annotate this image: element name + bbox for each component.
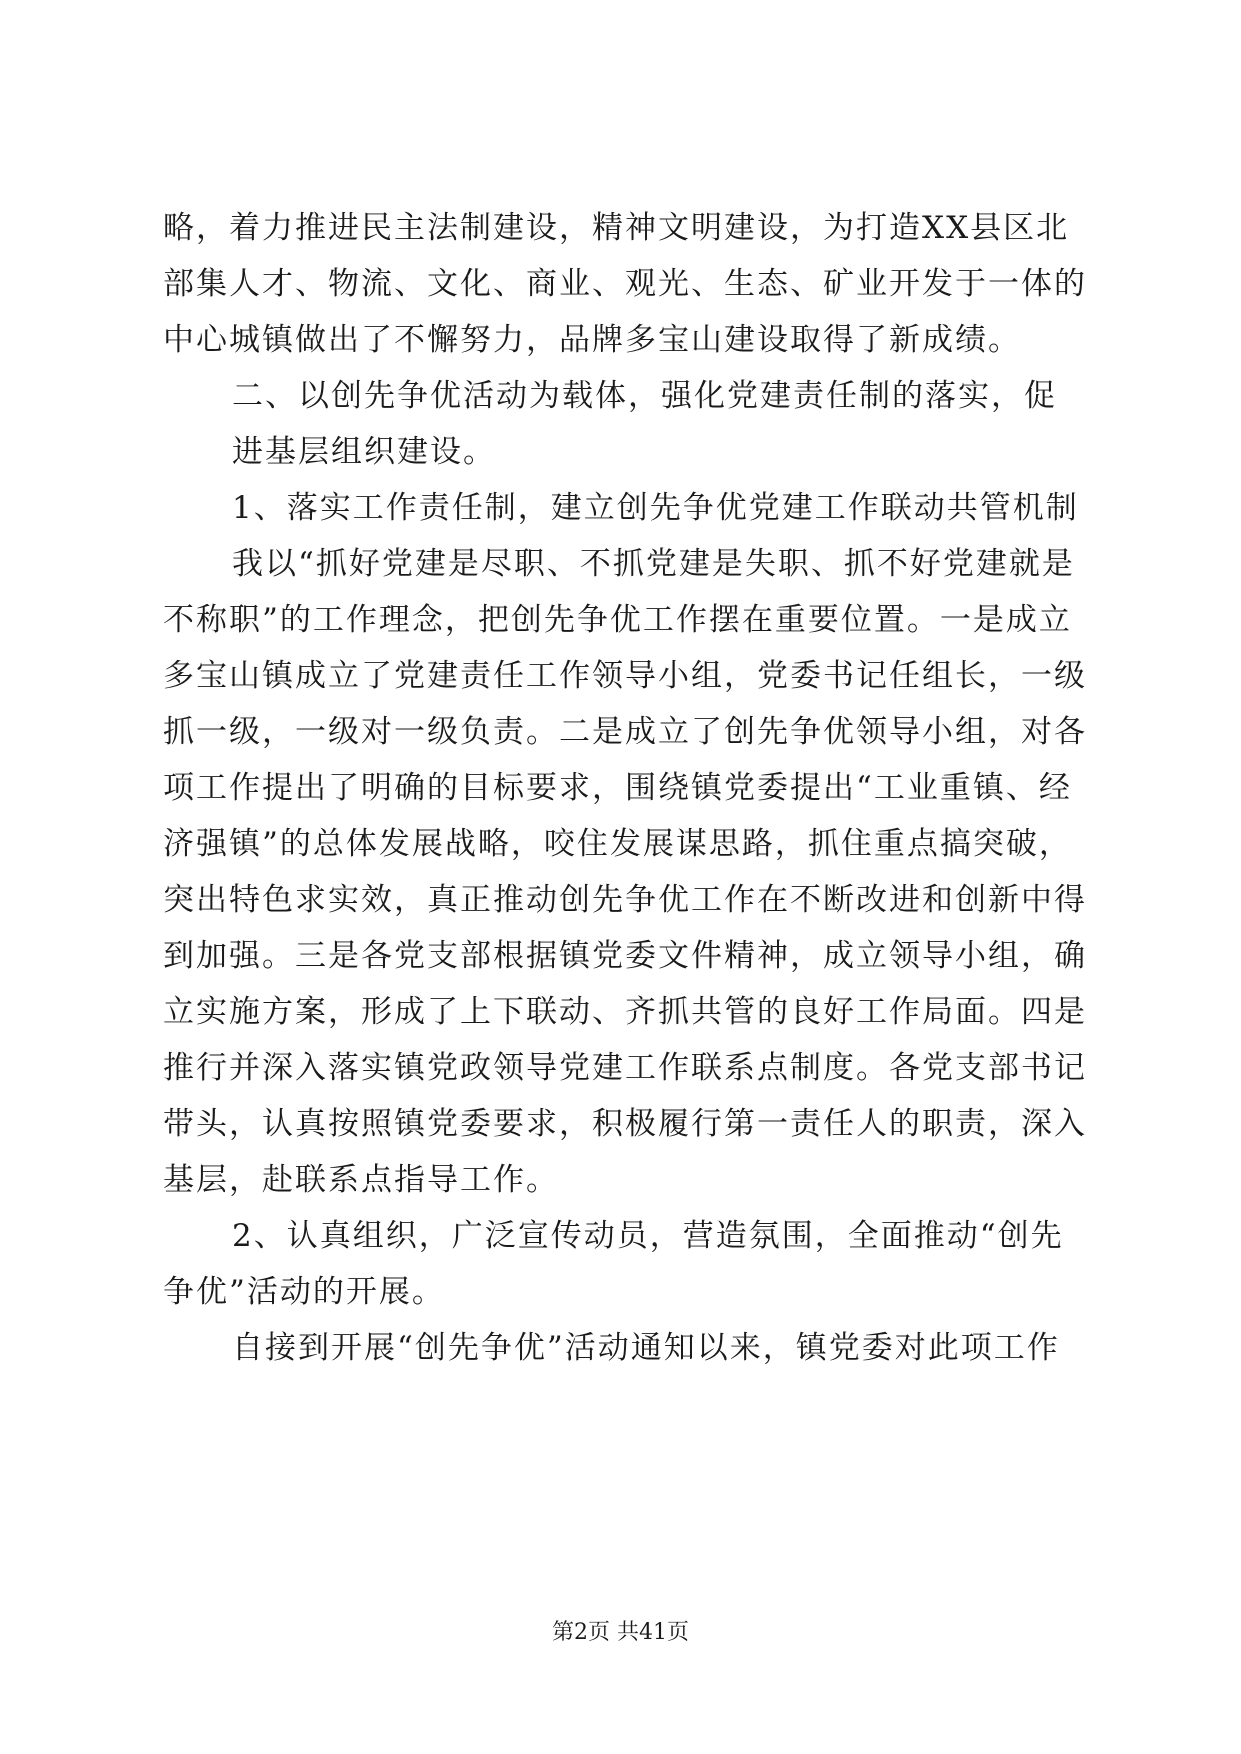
text-line: 自接到开展“创先争优”活动通知以来，镇党委对此项工作 [232,1330,1060,1366]
page-footer: 第2页 共41页 [552,1620,689,1645]
section-heading-line: 进基层组织建设。 [232,434,496,470]
text-line: 推行并深入落实镇党政领导党建工作联系点制度。各党支部书记 [163,1050,1087,1086]
text-line: 带头，认真按照镇党委要求，积极履行第一责任人的职责，深入 [163,1106,1087,1142]
text-line: 项工作提出了明确的目标要求，围绕镇党委提出“工业重镇、经 [163,770,1072,806]
subsection-heading-line: 2、认真组织，广泛宣传动员，营造氛围，全面推动“创先 [232,1218,1064,1254]
subsection-heading-line: 争优”活动的开展。 [163,1274,445,1310]
text-line: 到加强。三是各党支部根据镇党委文件精神，成立领导小组，确 [163,938,1087,974]
section-heading-line: 二、以创先争优活动为载体，强化党建责任制的落实，促 [232,378,1057,414]
text-line: 多宝山镇成立了党建责任工作领导小组，党委书记任组长，一级 [163,658,1087,694]
text-line: 突出特色求实效，真正推动创先争优工作在不断改进和创新中得 [163,882,1087,918]
text-line: 略，着力推进民主法制建设，精神文明建设，为打造XX县区北 [163,210,1070,246]
text-line: 基层，赴联系点指导工作。 [163,1162,559,1198]
text-line: 抓一级，一级对一级负责。二是成立了创先争优领导小组，对各 [163,714,1087,750]
subsection-heading-line: 1、落实工作责任制，建立创先争优党建工作联动共管机制 [232,490,1079,526]
text-line: 济强镇”的总体发展战略，咬住发展谋思路，抓住重点搞突破， [163,826,1072,862]
text-line: 中心城镇做出了不懈努力，品牌多宝山建设取得了新成绩。 [163,322,1021,358]
text-line: 不称职”的工作理念，把创先争优工作摆在重要位置。一是成立 [163,602,1072,638]
text-line: 我以“抓好党建是尽职、不抓党建是失职、抓不好党建就是 [232,546,1075,582]
text-line: 立实施方案，形成了上下联动、齐抓共管的良好工作局面。四是 [163,994,1087,1030]
text-line: 部集人才、物流、文化、商业、观光、生态、矿业开发于一体的 [163,266,1087,302]
